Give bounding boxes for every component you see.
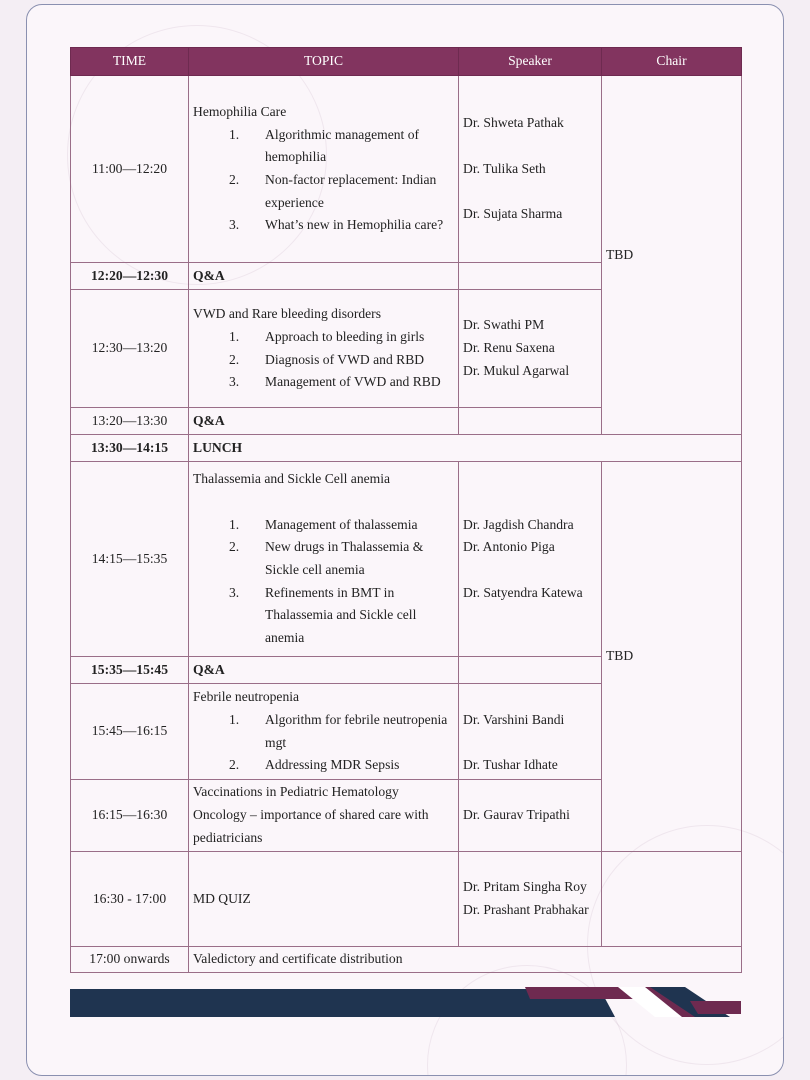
- header-row: [71, 48, 742, 76]
- session-title: Febrile neutropenia: [193, 689, 300, 705]
- topic-item: 3. What’s new in Hemophilia care?: [229, 217, 444, 233]
- lunch-row: [71, 435, 742, 462]
- speaker-name: Dr. Satyendra Katewa: [463, 584, 583, 600]
- speaker-name: Dr. Pritam Singha Roy: [463, 879, 587, 895]
- empty-speaker: [459, 657, 602, 684]
- qa-label: Q&A: [189, 263, 459, 290]
- session-speakers: [459, 76, 602, 263]
- qa-label: Q&A: [189, 657, 459, 684]
- session-time: 12:20—12:30: [71, 263, 189, 290]
- session-speakers: [459, 290, 602, 408]
- session-topic: [189, 684, 459, 780]
- session-speakers: [459, 462, 602, 657]
- topic-list: [193, 124, 454, 238]
- session-topic: [189, 76, 459, 263]
- session-row-quiz: [71, 852, 742, 947]
- session-title: VWD and Rare bleeding disorders: [193, 306, 381, 322]
- topic-item: 3. Management of VWD and RBD: [229, 374, 441, 390]
- topic-item: 2. Diagnosis of VWD and RBD: [229, 351, 425, 367]
- qa-label: Q&A: [189, 408, 459, 435]
- lunch-label: LUNCH: [189, 435, 742, 462]
- session-time: 16:30 - 17:00: [71, 852, 189, 947]
- speaker-name: Dr. Tushar Idhate: [463, 757, 558, 773]
- session-speakers: [459, 852, 602, 947]
- speaker-name: Dr. Antonio Piga: [463, 539, 555, 555]
- session-row-valedictory: [71, 947, 742, 973]
- speaker-name: Dr. Tulika Seth: [463, 160, 546, 176]
- header-speaker: Speaker: [459, 48, 602, 76]
- session-topic: MD QUIZ: [189, 852, 459, 947]
- empty-speaker: [459, 408, 602, 435]
- header-chair: Chair: [602, 48, 742, 76]
- speaker-name: Dr. Shweta Pathak: [463, 115, 564, 131]
- speaker-name: Dr. Jagdish Chandra: [463, 516, 574, 532]
- footer-decoration: [70, 987, 741, 1017]
- topic-list: [193, 514, 454, 650]
- session-topic: Vaccinations in Pediatric Hematology Oncology – importance of shared care with pediatricians: [189, 780, 459, 852]
- topic-item: 1. Algorithm for febrile neutropenia mgt: [229, 711, 448, 750]
- header-topic: TOPIC: [189, 48, 459, 76]
- empty-speaker: [459, 263, 602, 290]
- speaker-name: Dr. Gaurav Tripathi: [459, 780, 602, 852]
- speaker-name: Dr. Varshini Bandi: [463, 711, 565, 727]
- session-title: Hemophilia Care: [193, 103, 287, 119]
- topic-list: [193, 326, 454, 394]
- schedule-table: [70, 47, 742, 973]
- session-topic: [189, 462, 459, 657]
- topic-item: 1. Algorithmic management of hemophilia: [229, 126, 420, 165]
- chair-cell: TBD: [602, 462, 742, 852]
- header-time: TIME: [71, 48, 189, 76]
- session-time: 11:00—12:20: [71, 76, 189, 263]
- session-time: 17:00 onwards: [71, 947, 189, 973]
- session-title: Thalassemia and Sickle Cell anemia: [193, 471, 391, 487]
- session-topic: [189, 290, 459, 408]
- topic-item: 3. Refinements in BMT in Thalassemia and Sickle cell anemia: [229, 584, 417, 646]
- session-row-hemophilia: [71, 76, 742, 263]
- topic-item: 2. Non-factor replacement: Indian experience: [229, 172, 437, 210]
- topic-item: 2. New drugs in Thalassemia & Sickle cell anemia: [229, 539, 424, 577]
- footer-maroon-tail: [690, 1001, 741, 1014]
- speaker-name: Dr. Sujata Sharma: [463, 206, 563, 222]
- speaker-name: Dr. Prashant Prabhakar: [463, 902, 589, 917]
- session-speakers: [459, 684, 602, 780]
- session-time: 14:15—15:35: [71, 462, 189, 657]
- session-time: 15:35—15:45: [71, 657, 189, 684]
- chair-cell: TBD: [602, 76, 742, 435]
- topic-list: [193, 709, 454, 777]
- empty-chair: [602, 852, 742, 947]
- topic-item: 2. Addressing MDR Sepsis: [229, 757, 400, 773]
- session-time: 15:45—16:15: [71, 684, 189, 780]
- session-topic: Valedictory and certificate distribution: [189, 947, 742, 973]
- speaker-name: Dr. Renu Saxena: [463, 340, 555, 356]
- session-time: 13:30—14:15: [71, 435, 189, 462]
- topic-item: 1. Management of thalassemia: [229, 516, 418, 532]
- topic-item: 1. Approach to bleeding in girls: [229, 328, 425, 344]
- speaker-name: Dr. Mukul Agarwal: [463, 362, 570, 378]
- session-time: 12:30—13:20: [71, 290, 189, 408]
- session-time: 16:15—16:30: [71, 780, 189, 852]
- session-time: 13:20—13:30: [71, 408, 189, 435]
- speaker-name: Dr. Swathi PM: [463, 317, 545, 333]
- session-row-thalassemia: [71, 462, 742, 657]
